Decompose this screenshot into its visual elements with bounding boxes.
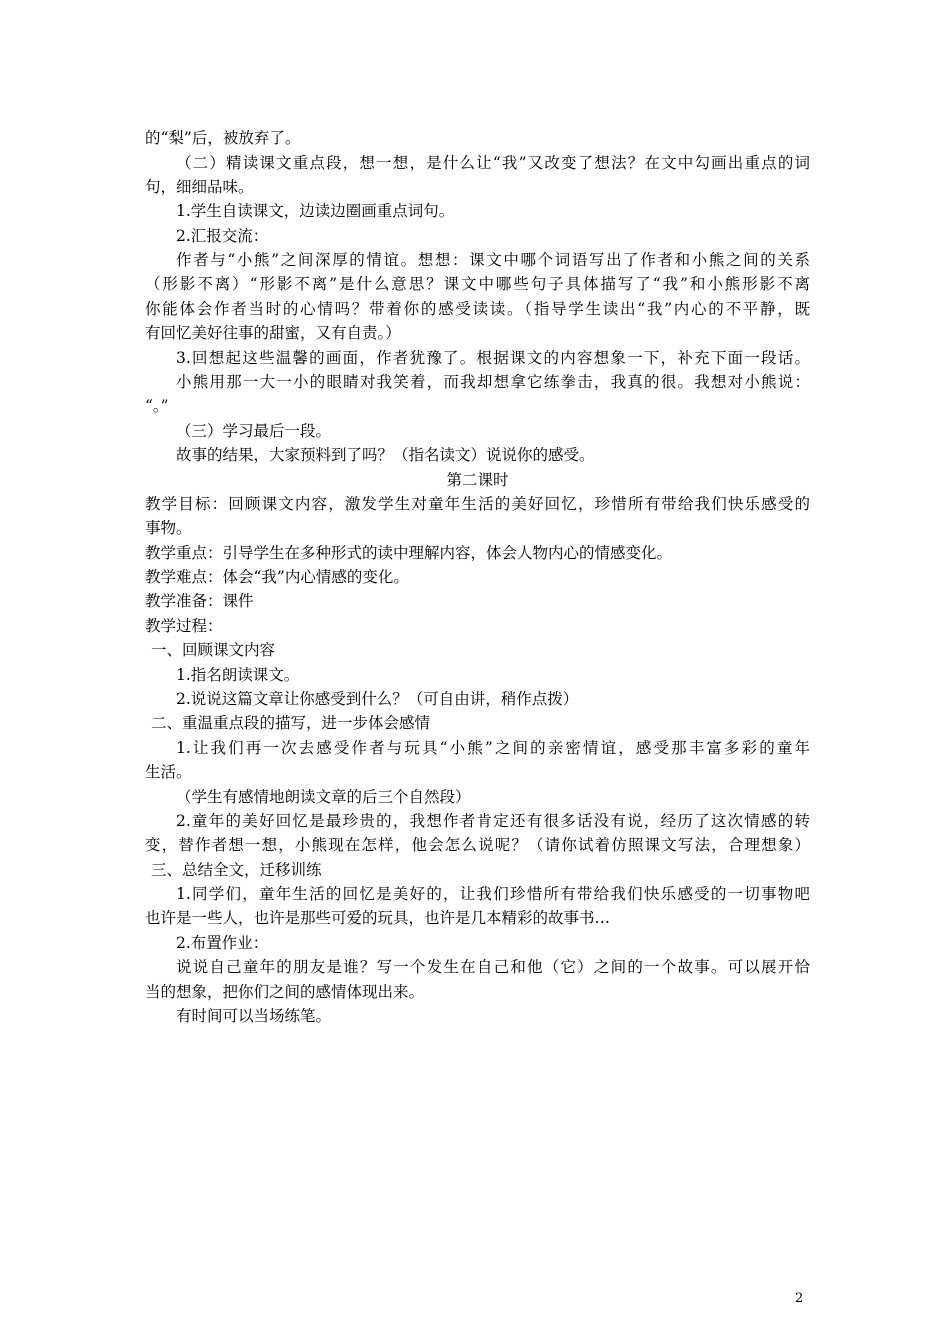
text-line: 教学重点：引导学生在多种形式的读中理解内容，体会人物内心的情感变化。 [145,544,673,562]
text-line: 教学目标：回顾课文内容，激发学生对童年生活的美好回忆，珍惜所有带给我们快乐感受的 [145,495,810,513]
text-line: 生活。 [145,763,192,781]
text-line: 的“梨”后，被放弃了。 [145,129,301,147]
text-line: 3.回想起这些温馨的画面，作者犹豫了。根据课文的内容想象一下，补充下面一段话。 [176,349,810,367]
text-line: 2.布置作业： [176,934,269,952]
text-line: 变，替作者想一想，小熊现在怎样，他会怎么说呢？（请你试着仿照课文写法，合理想象） [145,836,810,854]
text-line: 有回忆美好往事的甜蜜，又有自责。） [145,324,401,342]
text-line: 故事的结果，大家预料到了吗？（指名读文）说说你的感受。 [176,446,595,464]
text-line: 说说自己童年的朋友是谁？写一个发生在自己和他（它）之间的一个故事。可以展开恰 [176,958,810,976]
page-number: 2 [795,1291,804,1306]
text-line: （学生有感情地朗读文章的后三个自然段） [176,788,471,806]
text-line: 2.说说这篇文章让你感受到什么？（可自由讲，稍作点拨） [176,690,579,708]
text-line: 作者与“小熊”之间深厚的情谊。想想：课文中哪个词语写出了作者和小熊之间的关系 [176,251,810,269]
text-line: 教学过程： [145,617,223,635]
section-heading: 第二课时 [446,471,509,489]
text-line: （二）精读课文重点段，想一想，是什么让“我”又改变了想法？在文中勾画出重点的词 [176,154,810,172]
text-line: （形影不离）“形影不离”是什么意思？课文中哪些句子具体描写了“我”和小熊形影不离 [145,275,810,293]
text-line: 教学难点：体会“我”内心情感的变化。 [145,568,409,586]
text-line: 二、重温重点段的描写，进一步体会感情 [151,714,431,732]
text-line: 也许是一些人，也许是那些可爱的玩具，也许是几本精彩的故事书… [145,909,611,927]
text-line: 有时间可以当场练笔。 [176,1007,332,1025]
text-line: 1.指名朗读课文。 [176,666,300,684]
text-line: （三）学习最后一段。 [176,422,332,440]
text-line: 事物。 [145,519,192,537]
text-line: 教学准备：课件 [145,592,254,610]
text-line: 当的想象，把你们之间的感情体现出来。 [145,983,425,1001]
text-line: 句，细细品味。 [145,178,254,196]
text-line: 一、回顾课文内容 [151,641,276,659]
text-line: 1.同学们，童年生活的回忆是美好的，让我们珍惜所有带给我们快乐感受的一切事物吧 [176,885,810,903]
text-line: 1.让我们再一次去感受作者与玩具“小熊”之间的亲密情谊，感受那丰富多彩的童年 [176,739,810,757]
text-line: 2.汇报交流： [176,227,269,245]
text-line: 三、总结全文，迁移训练 [151,861,322,879]
text-line: 你能体会作者当时的心情吗？带着你的感受读读。（指导学生读出“我”内心的不平静，既 [145,300,810,318]
text-line: 1.学生自读课文，边读边圈画重点词句。 [176,202,455,220]
text-line: 2.童年的美好回忆是最珍贵的，我想作者肯定还有很多话没有说，经历了这次情感的转 [176,812,810,830]
text-line: “。” [145,397,169,415]
text-line: 小熊用那一大一小的眼睛对我笑着，而我却想拿它练拳击，我真的很。我想对小熊说： [176,373,810,391]
